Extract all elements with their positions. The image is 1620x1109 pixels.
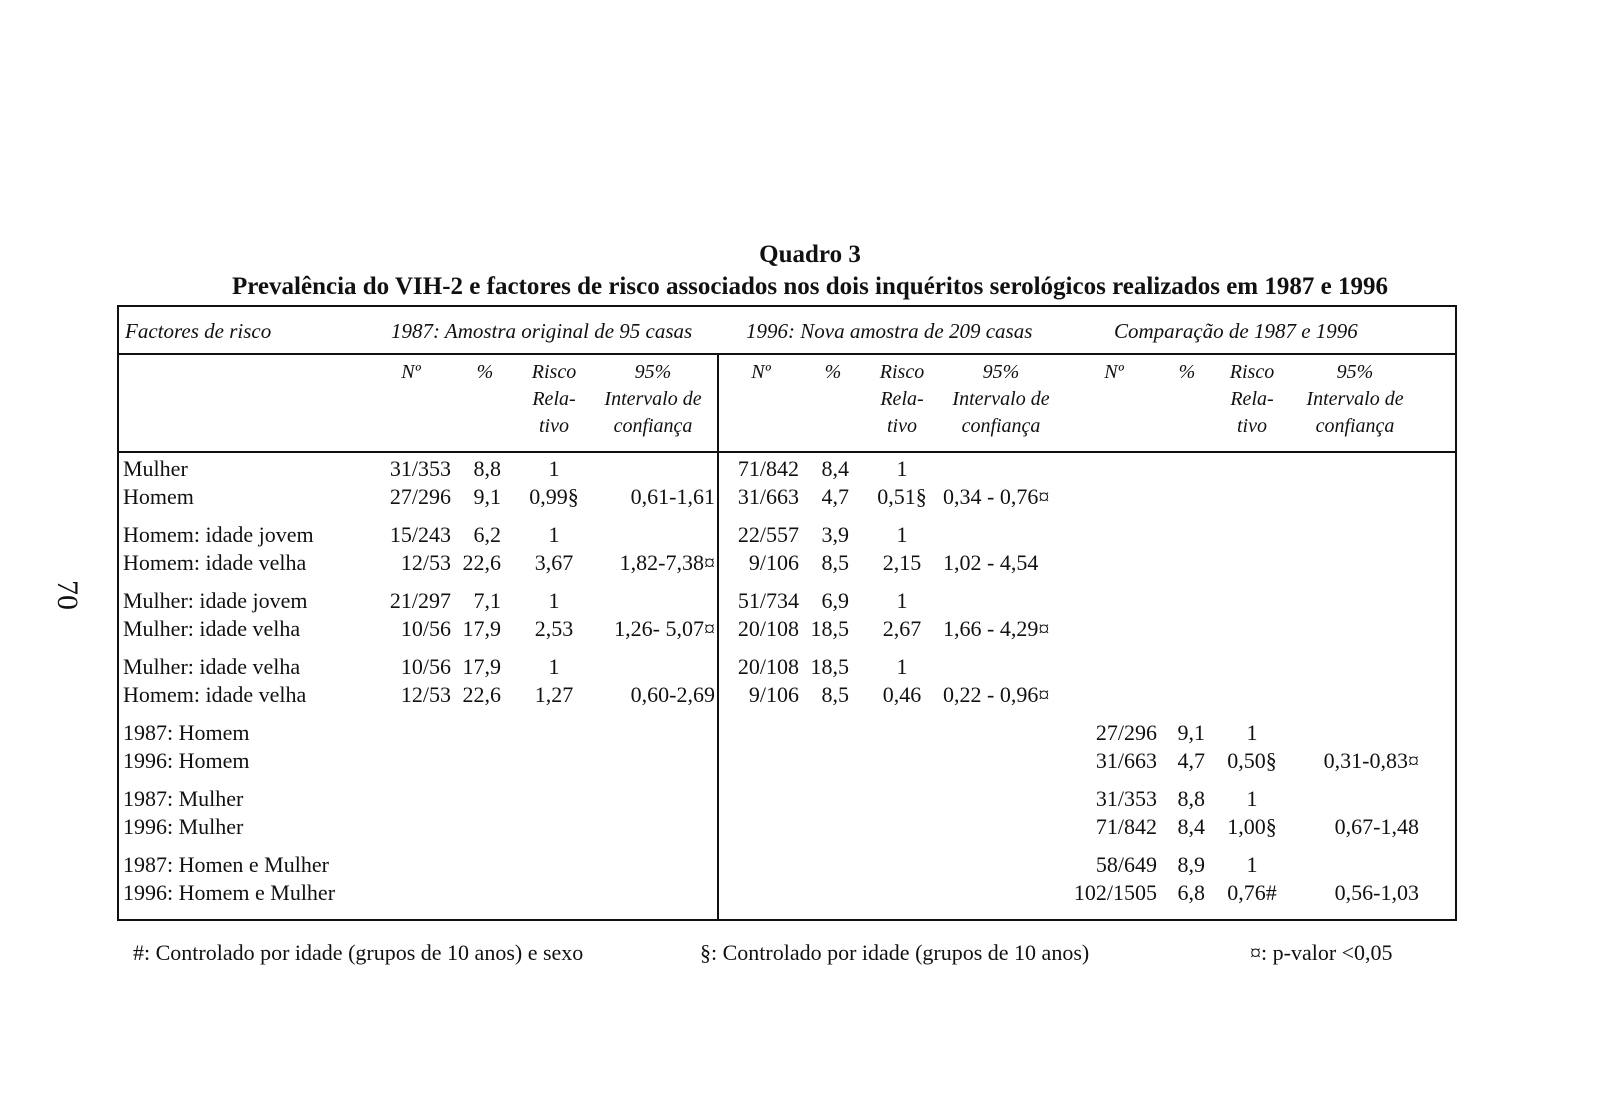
cell-label: Mulher <box>123 456 188 481</box>
cell-b-p: 8,4 <box>821 456 849 481</box>
cell-b-p: 18,5 <box>810 616 849 641</box>
cell-b-n: 22/557 <box>737 522 799 547</box>
header-1996: 1996: Nova amostra de 209 casas <box>746 319 1033 343</box>
col-rr-line1: Risco <box>1229 361 1275 383</box>
col-rr-line3: tivo <box>539 415 569 437</box>
cell-b-rr: 2,67 <box>882 616 922 641</box>
cell-a-n: 12/53 <box>400 682 451 707</box>
col-pct-label: % <box>824 361 842 383</box>
table-row <box>119 653 1455 681</box>
col-rr-line1: Risco <box>531 361 577 383</box>
cell-c-p: 6,8 <box>1177 880 1205 905</box>
cell-label: 1996: Mulher <box>123 814 244 839</box>
col-ic-line2: Intervalo de <box>952 388 1050 410</box>
col-ic-line2: Intervalo de <box>604 388 702 410</box>
col-pct-1996 <box>815 359 851 386</box>
cell-label: 1987: Mulher <box>123 786 244 811</box>
cell-c-p: 8,4 <box>1177 814 1205 839</box>
table-row <box>119 549 1455 577</box>
table-row <box>119 785 1455 813</box>
cell-a-rr: 2,53 <box>534 616 574 641</box>
cell-c-p: 8,9 <box>1177 852 1205 877</box>
col-ic-line1: 95% <box>1336 361 1374 383</box>
col-rr-1996 <box>867 359 937 440</box>
table-row <box>119 521 1455 549</box>
col-ic-line1: 95% <box>634 361 672 383</box>
header-factores: Factores de risco <box>125 319 272 343</box>
cell-c-rr: 1 <box>1246 852 1258 877</box>
cell-label: Mulher: idade velha <box>123 654 301 679</box>
col-n-label: Nº <box>1104 361 1124 383</box>
cell-c-ic: 0,31-0,83¤ <box>1323 748 1419 773</box>
cell-a-n: 21/297 <box>389 588 451 613</box>
cell-a-p: 17,9 <box>462 654 501 679</box>
cell-c-n: 58/649 <box>1095 852 1157 877</box>
risk-factor-table <box>117 305 1457 921</box>
cell-c-rr: 0,76# <box>1227 880 1277 905</box>
header-1987: 1987: Amostra original de 95 casas <box>391 319 693 343</box>
cell-a-rr: 1 <box>548 588 560 613</box>
col-rr-line3: tivo <box>887 415 917 437</box>
cell-c-n: 31/663 <box>1095 748 1157 773</box>
cell-a-ic: 1,82-7,38¤ <box>619 550 715 575</box>
cell-a-n: 15/243 <box>389 522 451 547</box>
col-ic-1996 <box>945 359 1057 440</box>
table-row <box>119 483 1455 511</box>
table-title: Quadro 3 <box>759 241 861 268</box>
cell-b-rr: 1 <box>896 654 908 679</box>
cell-b-n: 71/842 <box>737 456 799 481</box>
cell-c-n: 27/296 <box>1095 720 1157 745</box>
table-body <box>119 451 1455 919</box>
cell-label: Homem: idade velha <box>123 550 307 575</box>
cell-b-rr: 0,46 <box>882 682 922 707</box>
cell-b-p: 8,5 <box>821 550 849 575</box>
col-ic-comp <box>1295 359 1415 440</box>
cell-a-p: 6,2 <box>473 522 501 547</box>
cell-b-rr: 1 <box>896 456 908 481</box>
col-pct-label: % <box>476 361 494 383</box>
cell-a-rr: 1 <box>548 456 560 481</box>
col-rr-1987 <box>519 359 589 440</box>
cell-label: Mulher: idade velha <box>123 616 301 641</box>
cell-a-rr: 1,27 <box>534 682 574 707</box>
cell-c-n: 31/353 <box>1095 786 1157 811</box>
cell-a-n: 10/56 <box>400 654 451 679</box>
table-row <box>119 455 1455 483</box>
page-number: 70 <box>51 580 84 610</box>
table-row <box>119 813 1455 841</box>
cell-a-p: 8,8 <box>473 456 501 481</box>
cell-c-ic: 0,67-1,48 <box>1334 814 1419 839</box>
col-pct-1987 <box>467 359 503 386</box>
cell-b-n: 51/734 <box>737 588 799 613</box>
title-block <box>0 240 1620 302</box>
table-row <box>119 681 1455 709</box>
cell-b-ic: 0,34 - 0,76¤ <box>943 484 1050 509</box>
cell-a-ic: 1,26- 5,07¤ <box>614 616 715 641</box>
col-pct-label: % <box>1178 361 1196 383</box>
cell-b-n: 31/663 <box>737 484 799 509</box>
cell-a-rr: 1 <box>548 654 560 679</box>
cell-label: Homem: idade jovem <box>123 522 314 547</box>
col-n-1987 <box>391 359 431 386</box>
col-rr-line2: Rela- <box>1230 388 1274 410</box>
footnote-section: §: Controlado por idade (grupos de 10 anos) <box>700 940 1090 965</box>
cell-c-p: 4,7 <box>1177 748 1205 773</box>
col-ic-line3: confiança <box>613 415 693 437</box>
cell-c-n: 102/1505 <box>1073 880 1157 905</box>
cell-b-p: 4,7 <box>821 484 849 509</box>
header-comparison: Comparação de 1987 e 1996 <box>1114 319 1358 343</box>
cell-label: 1996: Homem e Mulher <box>123 880 336 905</box>
cell-a-p: 22,6 <box>462 682 501 707</box>
col-rr-comp <box>1217 359 1287 440</box>
col-rr-line2: Rela- <box>532 388 576 410</box>
cell-c-ic: 0,56-1,03 <box>1334 880 1419 905</box>
cell-c-n: 71/842 <box>1095 814 1157 839</box>
cell-c-rr: 0,50§ <box>1227 748 1277 773</box>
cell-b-ic: 1,66 - 4,29¤ <box>943 616 1050 641</box>
table-group-header <box>119 307 1455 355</box>
cell-label: 1987: Homem <box>123 720 250 745</box>
col-n-1996 <box>741 359 781 386</box>
cell-a-p: 9,1 <box>473 484 501 509</box>
table-row <box>119 587 1455 615</box>
cell-label: Mulher: idade jovem <box>123 588 308 613</box>
footnote-hash: #: Controlado por idade (grupos de 10 anos) e sexo <box>133 940 584 965</box>
col-n-label: Nº <box>401 361 421 383</box>
cell-b-rr: 1 <box>896 588 908 613</box>
cell-b-ic: 1,02 - 4,54 <box>943 550 1039 575</box>
cell-c-rr: 1 <box>1246 786 1258 811</box>
cell-b-rr: 2,15 <box>882 550 922 575</box>
cell-a-n: 12/53 <box>400 550 451 575</box>
table-column-header <box>119 353 1455 453</box>
cell-b-ic: 0,22 - 0,96¤ <box>943 682 1050 707</box>
col-rr-line3: tivo <box>1237 415 1267 437</box>
cell-a-n: 10/56 <box>400 616 451 641</box>
cell-a-rr: 3,67 <box>534 550 574 575</box>
col-pct-comp <box>1169 359 1205 386</box>
cell-a-n: 27/296 <box>389 484 451 509</box>
cell-a-rr: 1 <box>548 522 560 547</box>
table-row <box>119 615 1455 643</box>
cell-b-p: 6,9 <box>821 588 849 613</box>
cell-a-n: 31/353 <box>389 456 451 481</box>
cell-a-p: 22,6 <box>462 550 501 575</box>
cell-b-p: 3,9 <box>821 522 849 547</box>
table-subtitle: Prevalência do VIH-2 e factores de risco associados nos dois inquéritos serológicos realizados em 1987 e 1996 <box>232 273 1388 300</box>
cell-b-n: 20/108 <box>737 654 799 679</box>
cell-b-n: 20/108 <box>737 616 799 641</box>
cell-b-rr: 0,51§ <box>877 484 927 509</box>
footnote-pvalue: ¤: p-valor <0,05 <box>1250 940 1393 965</box>
cell-b-n: 9/106 <box>748 550 799 575</box>
col-rr-line2: Rela- <box>880 388 924 410</box>
cell-label: 1996: Homem <box>123 748 250 773</box>
col-ic-line3: confiança <box>1315 415 1395 437</box>
col-n-label: Nº <box>751 361 771 383</box>
cell-a-p: 17,9 <box>462 616 501 641</box>
cell-c-p: 8,8 <box>1177 786 1205 811</box>
cell-b-n: 9/106 <box>748 682 799 707</box>
col-ic-line2: Intervalo de <box>1306 388 1404 410</box>
cell-b-p: 8,5 <box>821 682 849 707</box>
col-n-comp <box>1094 359 1134 386</box>
cell-c-p: 9,1 <box>1177 720 1205 745</box>
cell-label: Homem <box>123 484 194 509</box>
cell-c-rr: 1,00§ <box>1227 814 1277 839</box>
col-ic-1987 <box>597 359 709 440</box>
col-rr-line1: Risco <box>879 361 925 383</box>
cell-a-ic: 0,61-1,61 <box>630 484 715 509</box>
cell-b-p: 18,5 <box>810 654 849 679</box>
table-row <box>119 851 1455 879</box>
col-ic-line1: 95% <box>982 361 1020 383</box>
table-row <box>119 879 1455 907</box>
cell-a-p: 7,1 <box>473 588 501 613</box>
table-row <box>119 719 1455 747</box>
cell-a-rr: 0,99§ <box>529 484 579 509</box>
col-ic-line3: confiança <box>961 415 1041 437</box>
cell-label: 1987: Homen e Mulher <box>123 852 329 877</box>
cell-label: Homem: idade velha <box>123 682 307 707</box>
cell-b-rr: 1 <box>896 522 908 547</box>
cell-c-rr: 1 <box>1246 720 1258 745</box>
table-row <box>119 747 1455 775</box>
cell-a-ic: 0,60-2,69 <box>630 682 715 707</box>
